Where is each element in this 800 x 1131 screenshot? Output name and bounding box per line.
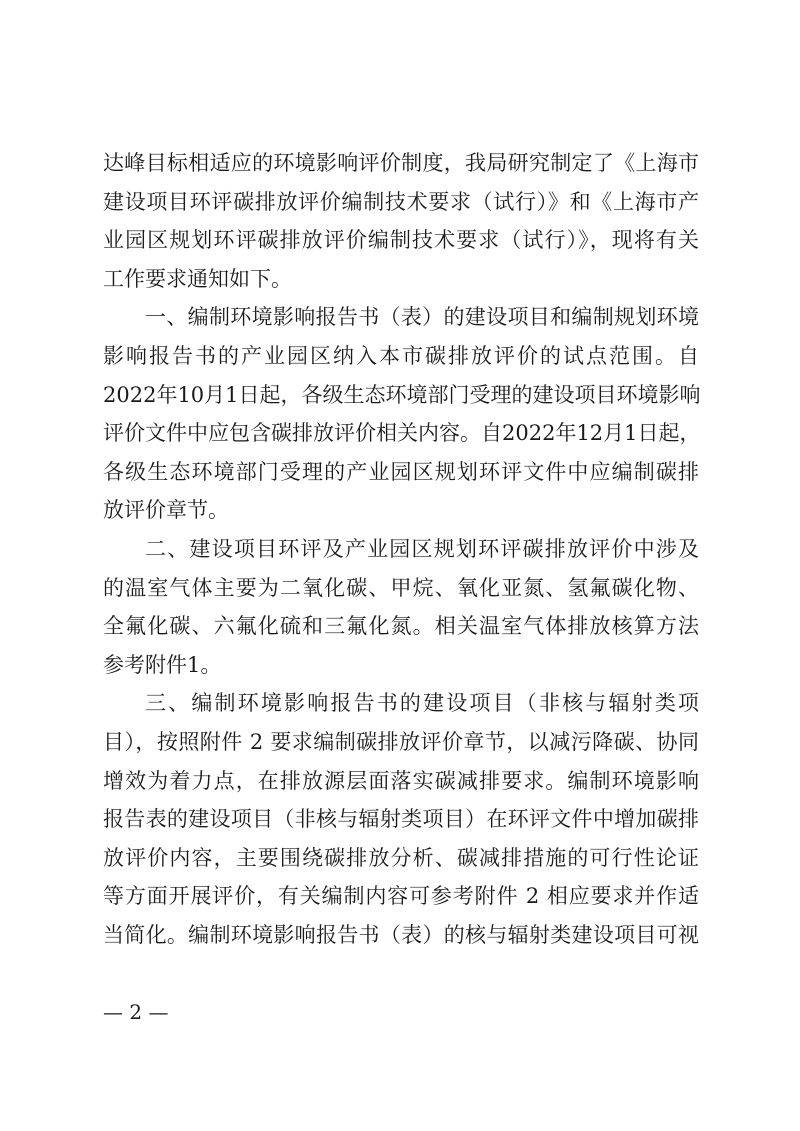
body-text [103, 144, 699, 954]
text-line: 影响报告书的产业园区纳入本市碳排放评价的试点范围。自 [103, 343, 699, 368]
paragraph-first-line: 一、编制环境影响报告书（表）的建设项目和编制规划环境 [145, 305, 699, 330]
text-line: 放评价内容，主要围绕碳排放分析、碳减排措施的可行性论证 [103, 845, 699, 870]
text-line: 各级生态环境部门受理的产业园区规划环评文件中应编制碳排 [103, 459, 699, 484]
text-line: 当简化。编制环境影响报告书（表）的核与辐射类建设项目可视 [103, 922, 699, 947]
text-line: 的温室气体主要为二氧化碳、甲烷、氧化亚氮、氢氟碳化物、 [103, 575, 699, 600]
text-line: 放评价章节。 [103, 498, 229, 523]
text-line: 2022年10月1日起，各级生态环境部门受理的建设项目环境影响 [103, 382, 701, 407]
text-line: 增效为着力点，在排放源层面落实碳减排要求。编制环境影响 [103, 768, 699, 793]
page-number: — 2 — [103, 1000, 169, 1024]
paragraph-first-line: 二、建设项目环评及产业园区规划环评碳排放评价中涉及 [145, 536, 699, 561]
text-line: 达峰目标相适应的环境影响评价制度，我局研究制定了《上海市 [103, 151, 699, 175]
text-line: 等方面开展评价，有关编制内容可参考附件 2 相应要求并作适 [103, 884, 699, 909]
text-line: 建设项目环评碳排放评价编制技术要求（试行）》和《上海市产 [103, 189, 699, 214]
text-line: 评价文件中应包含碳排放评价相关内容。自2022年12月1日起， [103, 421, 701, 446]
text-line: 报告表的建设项目（非核与辐射类项目）在环评文件中增加碳排 [103, 807, 699, 832]
text-line: 业园区规划环评碳排放评价编制技术要求（试行）》，现将有关 [103, 228, 699, 253]
text-line: 目），按照附件 2 要求编制碳排放评价章节，以减污降碳、协同 [103, 729, 699, 754]
text-line: 全氟化碳、六氟化硫和三氟化氮。相关温室气体排放核算方法 [103, 614, 699, 639]
paragraph-first-line: 三、编制环境影响报告书的建设项目（非核与辐射类项 [145, 691, 699, 716]
text-line: 参考附件1。 [103, 652, 222, 677]
text-line: 工作要求通知如下。 [103, 266, 292, 291]
